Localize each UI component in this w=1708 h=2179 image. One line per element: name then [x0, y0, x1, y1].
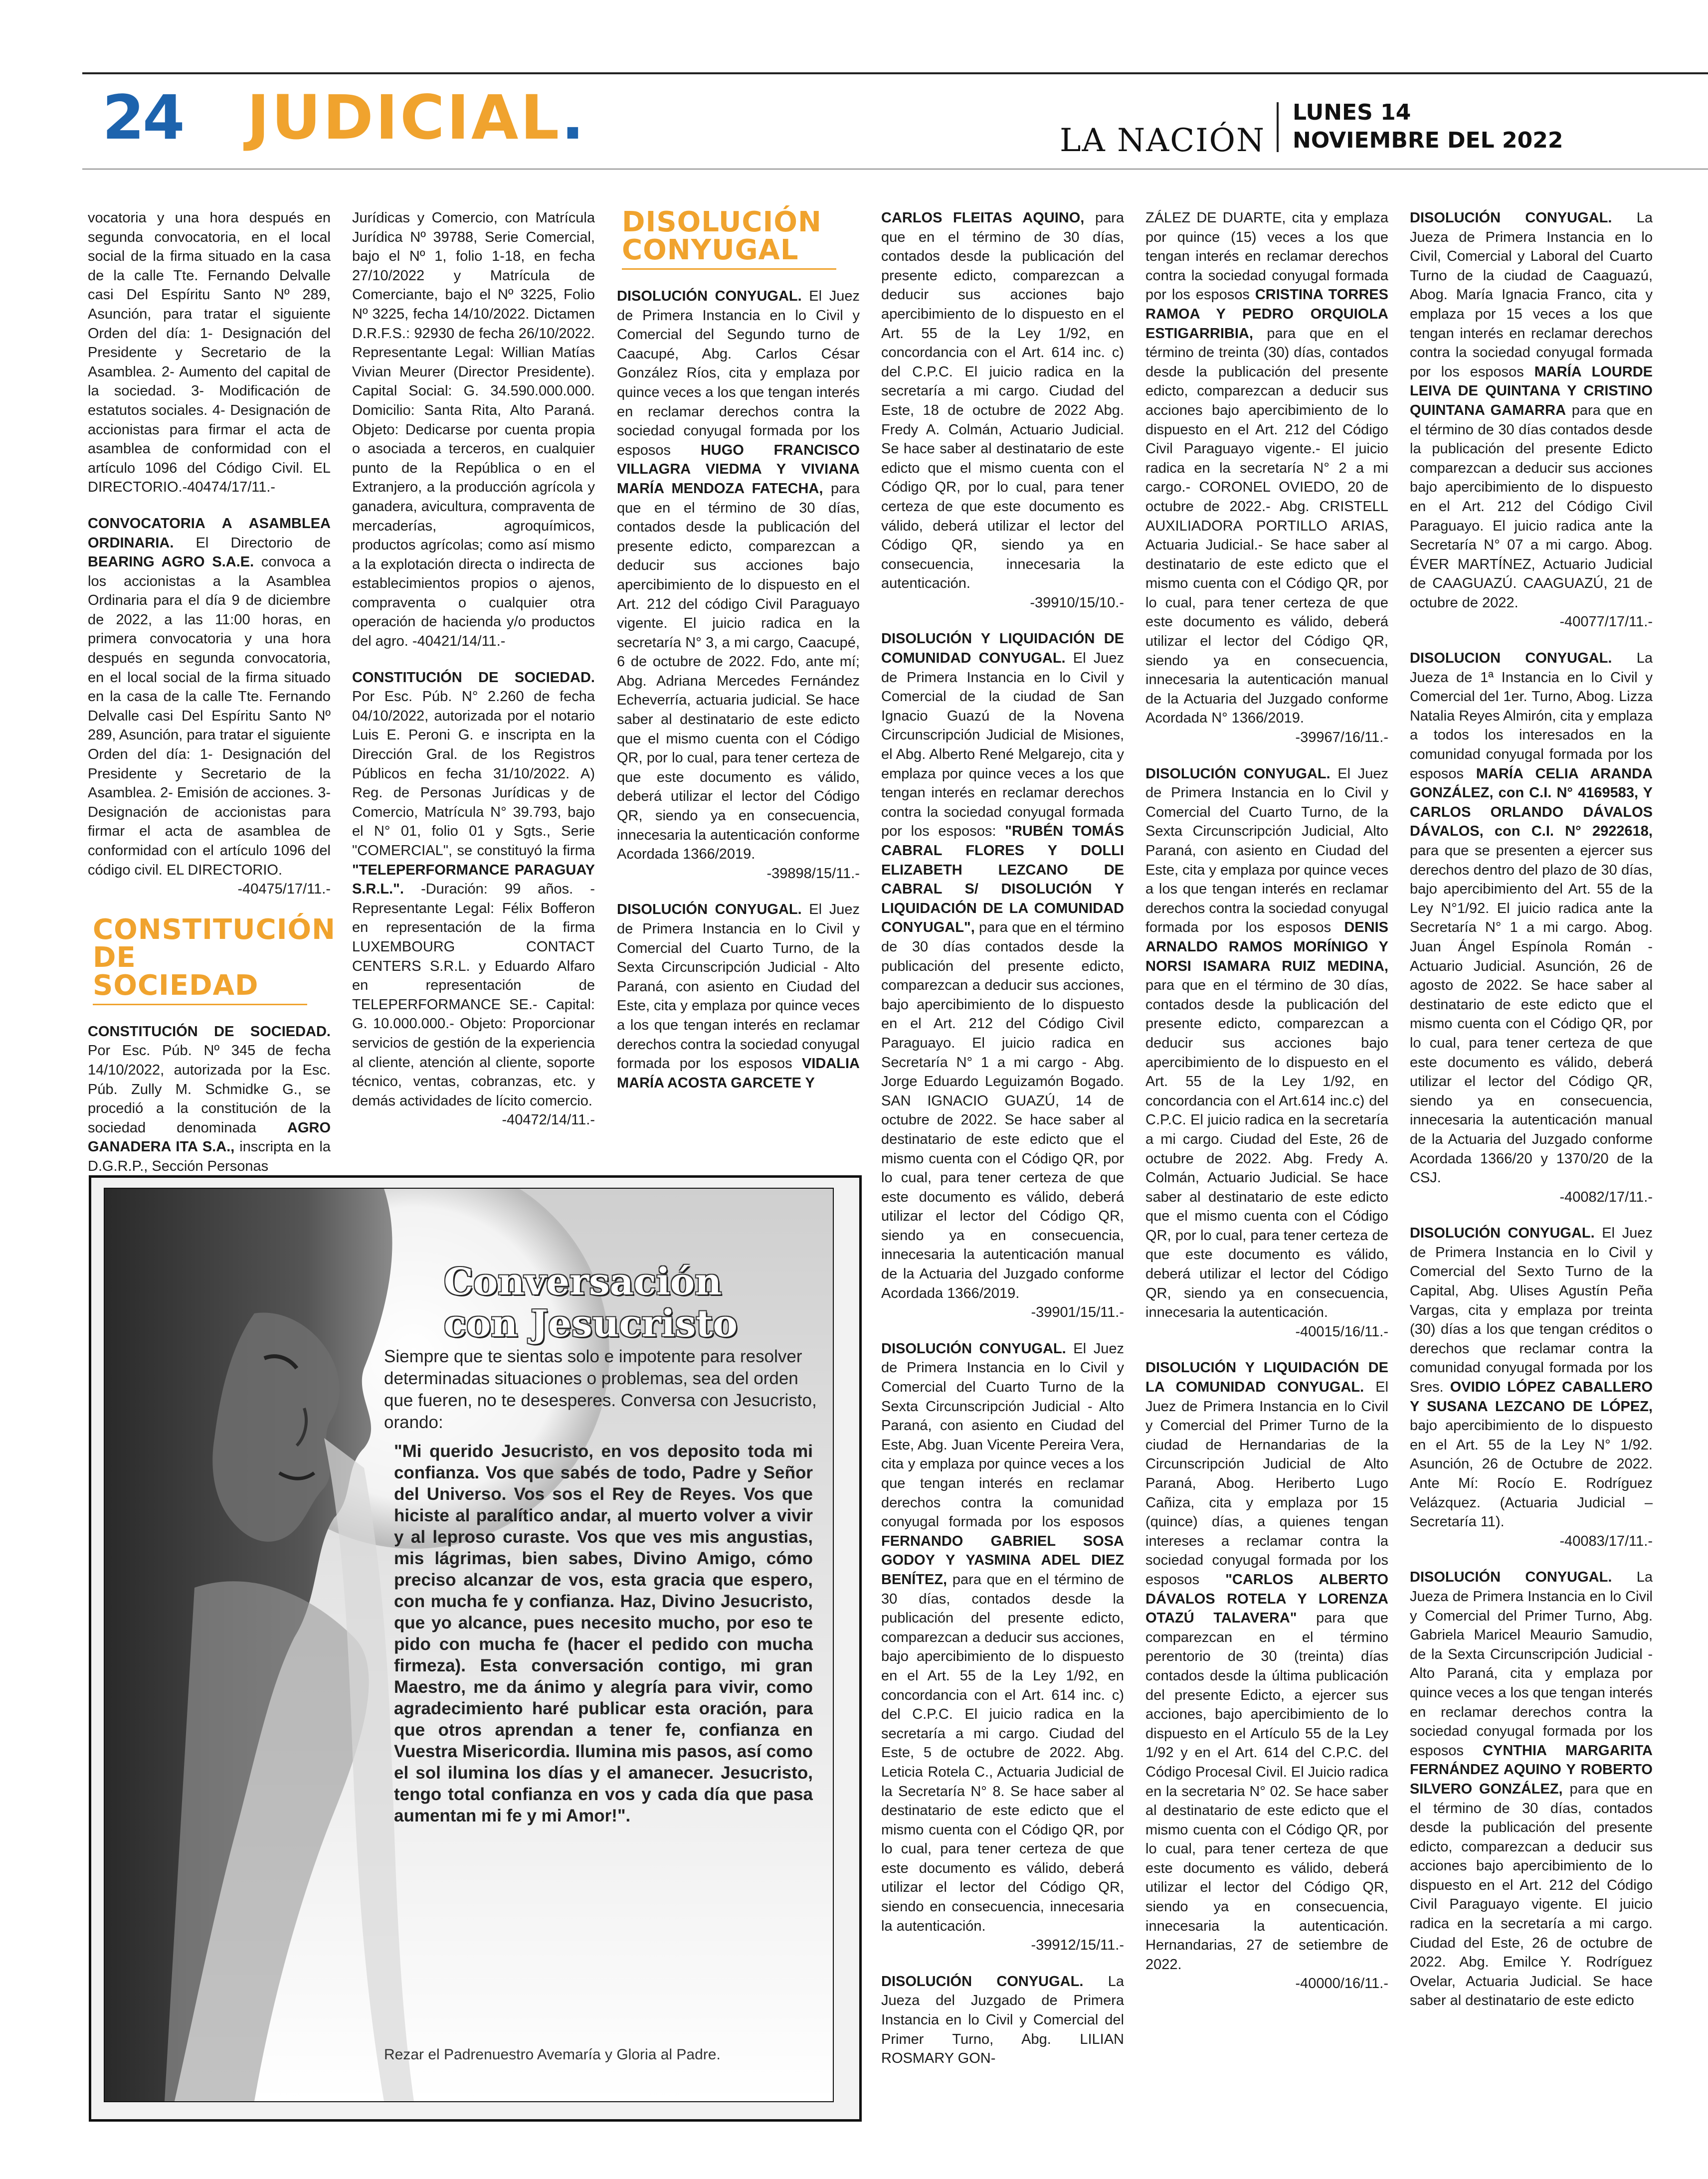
notice-text: para que comparezcan en el término perentorio de 30 (treinta) días contados desde la última publicación del presente Edicto, a ejercer sus acciones, bajo apercibimiento de lo dispuesto en el Artículo 55 de la Ley 1/92 y en el Art. 614 del C.P.C. del Código Procesal Civil. El Juicio radica en la secretaria N° 02. Se hace saber al destinatario de este edicto que el mismo cuenta con el Código QR, por lo cual, para tener certeza de que este documento es válido, deberá utilizar el lector del Código QR, siendo ya en consecuencia, innecesaria la autenticación. Hernandarias, 27 de setiembre de 2022. — [1145, 1610, 1389, 1973]
notice-disolucion — [881, 208, 1124, 612]
notice-disolucion — [617, 900, 860, 1092]
notice-text: La Jueza de Primera Instancia en lo Civil, Comercial y Laboral del Cuarto Turno de la ciudad de Caaguazú, Abog. María Ignacia Franco, cita y emplaza por 15 veces a los que tengan interés en reclamar derechos contra la sociedad conyugal formada por los esposos — [1410, 210, 1653, 380]
notice-heading: DISOLUCIÓN Y LIQUIDACIÓN DE LA COMUNIDAD CONYUGAL. — [1145, 1360, 1388, 1396]
page-number: 24 — [102, 82, 183, 153]
notice-text: bajo apercibimiento de lo dispuesto en el Art. 55 de la Ley N° 1/92. Asunción, 26 de Octubre de 2022. Ante Mí: Rocío E. Rodríguez Velázquez. (Actuaria Judicial – Secretaría 11). — [1410, 1418, 1653, 1530]
notice-text: El Juez de Primera Instancia en lo Civil y Comercial del Primer Turno de la ciudad de Hernandarias de la Circunscripción Judicial de Alto Paraná, Abog. Heriberto Lugo Cañiza, cita y emplaza por 15 (quince) días, a quienes tengan intereses a reclamar contra la sociedad conyugal formada por los esposos — [1145, 1379, 1389, 1588]
ad-title — [444, 1261, 738, 1345]
notice-text: para que en el término de treinta (30) días, contados desde la publicación del presente edicto, comparezcan a deducir sus acciones bajo apercibimiento de lo dispuesto en el Art. 212 del Código Civil Paraguayo vigente.- El juicio radica en la secretaría N° 2 a mi cargo.- CORONEL OVIEDO, 20 de octubre de 2022.- Abg. CRISTELL AUXILIADORA PORTILLO ARIAS, Actuaria Judicial.- Se hace saber al destinatario de este edicto que el mismo cuenta con el Código QR, por lo cual, para tener certeza de que este documento es válido, deberá utilizar el lector del Código QR, siendo ya en consecuencia, innecesaria la autenticación manual de la Actuaria del Juzgado conforme Acordada N° 1366/2019. — [1145, 325, 1388, 726]
notice-disolucion — [881, 1972, 1124, 2068]
prayer-ad-panel — [104, 1188, 834, 2102]
notice-names: "CARLOS ALBERTO DÁVALOS ROTELA Y LORENZA OTAZÚ TALAVERA" — [1145, 1571, 1389, 1627]
notice-names: FERNANDO GABRIEL SOSA GODOY Y YASMINA ADEL DIEZ BENÍTEZ, — [881, 1533, 1124, 1588]
column-5 — [1145, 208, 1388, 2010]
notice-names: MARÍA LOURDE LEIVA DE QUINTANA Y CRISTINO QUINTANA GAMARRA — [1410, 363, 1653, 418]
notice-names: CYNTHIA MARGARITA FERNÁNDEZ AQUINO Y ROBERTO SILVERO GONZÁLEZ, — [1410, 1742, 1653, 1797]
section-dot: . — [561, 82, 586, 153]
notice-heading: DISOLUCION CONYUGAL. — [1410, 650, 1612, 667]
notice-heading: DISOLUCIÓN CONYUGAL. — [881, 1340, 1066, 1357]
notice-text: convoca a los accionistas a la Asamblea Ordinaria para el día 9 de diciembre de 2022, a las 11:00 horas, en primera convocatoria y una hora después en segunda convocatoria, en el local social de la firma situado en la casa de la calle Tte. Fernando Delvalle casi Del Espíritu Santo Nº 289, Asunción, para tratar el siguiente Orden del día: 1- Designación del Presidente y Secretario de la Asamblea. 2- Emisión de acciones. 3- Designación de accionistas para firmar el acta de asamblea de conformidad con el artículo 1096 del código civil. EL DIRECTORIO. — [88, 554, 331, 878]
notice-names: CARLOS FLEITAS AQUINO, — [881, 210, 1085, 226]
section-heading-constitucion — [93, 913, 336, 1005]
notice-text: para que se presenten a ejercer sus derechos dentro del plazo de 30 días, bajo apercibimiento del Art. 55 de la Ley N°1/92. El juicio radica ante la Secretaría N° 1 a mi cargo. Abog. Juan Ángel Espínola Román - Actuario Judicial. Asunción, 26 de agosto de 2022. Se hace saber al destinatario de este edicto que el mismo cuenta con el Código QR, por lo cual, para tener certeza de que este documento es válido, deberá utilizar el lector del Código QR, siendo ya en consecuencia, innecesaria la autenticación manual de la Actuaria del Juzgado conforme Acordada 1366/20 y 1370/20 de la CSJ. — [1410, 843, 1653, 1186]
ad-title-line: con Jesucristo — [444, 1302, 738, 1345]
section-heading-disolucion — [622, 208, 836, 270]
notice-ref: -39912/15/11.- — [1031, 1937, 1124, 1954]
column-6 — [1410, 208, 1653, 2027]
notice-disolucion — [1410, 208, 1653, 632]
notice-heading: DISOLUCIÓN CONYUGAL. — [617, 288, 802, 304]
notice-text: El Juez de Primera Instancia en lo Civil y Comercial del Cuarto Turno, de la Sexta Circunscripción Judicial - Alto Paraná, con asiento en Ciudad del Este, cita y emplaza por quince veces a los que tengan interés en reclamar derechos contra la sociedad conyugal formada por los esposos — [617, 902, 860, 1072]
notice-text: El Juez de Primera Instancia en lo Civil y Comercial del Sexto Turno de la Capital, Abg. Ulises Agustín Peña Vargas, cita y emplaza por treinta (30) días a los que tengan créditos o derechos que reclamar contra la comunidad conyugal formada por los Sres. — [1410, 1225, 1653, 1396]
notice-company: BEARING AGRO S.A.E. — [88, 554, 254, 570]
ad-footer: Rezar el Padrenuestro Avemaría y Gloria al Padre. — [384, 2046, 721, 2063]
notice-disolucion — [1145, 1358, 1388, 1994]
section-heading-line: CONSTITUCIÓN — [93, 913, 336, 946]
header-rule — [82, 169, 1708, 170]
notice-disolucion — [1145, 208, 1388, 747]
notice-text: para que en el término de 30 días, contados desde la publicación del presente edicto, comparezcan a deducir sus acciones bajo apercibimiento de lo dispuesto en el Art. 212 del Código Civil Paraguayo vigente. El juicio radica en la secretaría a mi cargo. Ciudad del Este, 26 de octubre de 2022. Abg. Emilce Y. Rodríguez Ovelar, Actuaria Judicial. Se hace saber al destinatario de este edicto — [1410, 1781, 1653, 2009]
notice-text: vocatoria y una hora después en segunda convocatoria, en el local social de la firma situado en la casa de la calle Tte. Fernando Delvalle casi Del Espíritu Santo Nº 289, Asunción, para tratar el siguiente Orden del día: 1- Designación del Presidente y Secretario de la Asamblea. 2- Aumento del capital de la sociedad. 3- Modificación de estatutos sociales. 4- Designación de accionistas para firmar el acta de asamblea de conformidad con el artículo 1096 del Código Civil. EL DIRECTORIO.-40474/17/11.- — [88, 210, 331, 496]
notice-disolucion — [1410, 1224, 1653, 1551]
notice-text: El Juez de Primera Instancia en lo Civil y Comercial del Cuarto Turno, de la Sexta Circunscripción Judicial, Alto Paraná, con asiento en Ciudad del Este, cita y emplaza por quince veces a los que tengan interés en reclamar derechos contra la sociedad conyugal formada por los esposos — [1145, 765, 1388, 936]
notice-heading: DISOLUCIÓN CONYUGAL. — [1145, 765, 1330, 782]
notice-disolucion — [1410, 1568, 1653, 2010]
notice-company: AGRO GANADERA ITA S.A., — [88, 1119, 331, 1155]
notice-ref: -39910/15/10.- — [1030, 594, 1124, 611]
ad-intro: Siempre que te sientas solo e impotente para resolver determinadas situaciones o problemas, sea del orden que fueren, no te desesperes. Conversa con Jesucristo, orando: — [384, 1347, 817, 1432]
notice-company: "TELEPERFORMANCE PARAGUAY S.R.L.". — [352, 862, 595, 898]
notice-heading: DISOLUCIÓN CONYUGAL. — [1410, 1225, 1595, 1242]
section-title — [247, 82, 586, 153]
notice-text: ZÁLEZ DE DUARTE, cita y emplaza por quince (15) veces a los que tengan interés en reclamar derechos contra la sociedad conyugal formada por los esposos — [1145, 210, 1388, 303]
notice-text: La Jueza de 1ª Instancia en lo Civil y Comercial del 1er. Turno, Abog. Lizza Natalia Reyes Almirón, cita y emplaza a todos los interesados en la comunidad conyugal formada por los esposos — [1410, 650, 1653, 782]
notice-text: para que en el término de 30 días, contados desde la publicación del presente edicto, comparezcan a deducir sus acciones bajo apercibimiento de lo dispuesto en el Art. 55 de la Ley 1/92, en concordancia con el Art. 614 inc. c) del C.P.C. El juicio radica en la secretaría a mi cargo. Ciudad del Este, 18 de octubre de 2022 Abg. Fredy A. Colmán, Actuario Judicial. Se hace saber al destinatario de este edicto que el mismo cuenta con el Código QR, por lo cual, para tener certeza de que este documento es válido, deberá utilizar el lector del Código QR, siendo ya en consecuencia, innecesaria la autenticación. — [881, 210, 1125, 592]
notice-disolucion — [1410, 649, 1653, 1207]
issue-date — [1293, 99, 1563, 155]
notice-text: El Directorio de — [174, 535, 331, 551]
notice-ref: -40472/14/11.- — [502, 1112, 595, 1128]
notice-heading: CONVOCATORIA A ASAMBLEA ORDINARIA. — [88, 515, 331, 551]
newspaper-logo: LA NACIÓN — [1060, 122, 1265, 159]
notice-text: inscripta en la D.G.R.P., Sección Personas — [88, 1139, 331, 1174]
notice-heading: DISOLUCIÓN Y LIQUIDACIÓN DE COMUNIDAD CONYUGAL. — [881, 631, 1124, 667]
notice-disolucion — [881, 1339, 1124, 1955]
notice-disolucion — [617, 287, 860, 883]
ad-title-line: Conversación — [444, 1261, 722, 1303]
notice-ref: -40475/17/11.- — [237, 881, 331, 898]
notice-ref: -39901/15/11.- — [1031, 1304, 1124, 1321]
section-heading-line: DE SOCIEDAD — [93, 941, 259, 1002]
notice-text: para que en el término de 30 días, contados desde la publicación del presente edicto, comparezcan a deducir sus acciones bajo apercibimiento de lo dispuesto en el Art. 55 de la Ley 1/92, en concordancia con el Art.614 inc.c) del C.P.C. El juicio radica en la secretaría a mi cargo. Ciudad del Este, 26 de octubre de 2022. Abg. Fredy A. Colmán, Actuario Judicial. Se hace saber al destinatario de este edicto que el mismo cuenta con el Código QR, por lo cual, para tener certeza de que este documento es válido, deberá utilizar el lector del Código QR, siendo ya en consecuencia, innecesaria la autenticación. — [1145, 977, 1388, 1321]
issue-date-full: NOVIEMBRE DEL 2022 — [1293, 128, 1563, 153]
notice-heading: CONSTITUCIÓN DE SOCIEDAD. — [352, 669, 595, 686]
column-4 — [881, 208, 1124, 2085]
notice-constitucion — [352, 668, 595, 1130]
notice-text: El Juez de Primera Instancia en lo Civil y Comercial del Segundo turno de Caacupé, Abg. Carlos César González Ríos, cita y emplaza por quince veces a los que tengan interés en reclamar derechos contra la sociedad conyugal formada por los esposos — [617, 288, 860, 458]
notice-ref: -40000/16/11.- — [1295, 1976, 1388, 1992]
notice-names: HUGO FRANCISCO VILLAGRA VIEDMA Y VIVIANA MARÍA MENDOZA FATECHA, — [617, 442, 860, 497]
notice-heading: DISOLUCIÓN CONYUGAL. — [617, 902, 802, 918]
notice-text: para que en el término de 30 días contados desde la publicación del presente Edicto comparezcan a deducir sus acciones bajo apercibimiento de lo dispuesto en el Art. 212 del Código Civil Paraguayo. El juicio radica ante la Secretaría N° 07 a mi cargo. Abog. ÉVER MARTÍNEZ, Actuario Judicial de CAAGUAZÚ. CAAGUAZÚ, 21 de octubre de 2022. — [1410, 402, 1653, 611]
section-heading-line: DISOLUCIÓN — [622, 206, 822, 238]
notice-ref: -39967/16/11.- — [1295, 729, 1388, 746]
notice-names: DENIS ARNALDO RAMOS MORÍNIGO Y NORSI ISAMARA RUIZ MEDINA, — [1145, 919, 1388, 974]
ad-prayer: "Mi querido Jesucristo, en vos deposito toda mi confianza. Vos que sabés de todo, Padre y Señor del Universo. Vos sos el Rey de Reyes. Vos que hiciste al paralítico andar, al muerto volver a vivir y al leproso curaste. Vos que ves mis angustias, mis lágrimas, bien sabes, Divino Amigo, cómo preciso alcanzar de vos, esta gracia que espero, con mucha fe y confianza. Haz, Divino Jesucristo, que yo alcance, pues necesito mucho, por eso te pido con mucha fe (hacer el pedido con mucha firmeza). Esta conversación contigo, mi gran Maestro, me da ánimo y alegría para vivir, como agradecimiento haré publicar esta oración, para que otros aprendan a tener fe, confianza en Vuestra Misericordia. Ilumina mis pasos, así como el sol ilumina los días y el amanecer. Jesucristo, tengo total confianza en vos y cada día que pasa aumentan mi fe y mi Amor!". — [394, 1442, 813, 1825]
notice-ref: -40083/17/11.- — [1559, 1533, 1653, 1549]
section-name: JUDICIAL — [247, 82, 562, 153]
notice-text: para que en el término de 30 días, contados desde la publicación del presente edicto, comparezcan a deducir sus acciones, bajo apercibimiento de lo dispuesto en el Art. 55 de la Ley 1/92, en concordancia con el Art. 614 inc. c) del C.P.C. El juicio radica en la secretaría a mi cargo. Ciudad del Este, 5 de octubre de 2022. Abg. Leticia Rotela C., Actuaria Judicial de la Secretaría N° 8. Se hace saber al destinatario de este edicto que el mismo cuenta con el Código QR, por lo cual, para tener certeza de que este documento es válido, deberá utilizar el lector del Código QR, siendo en consecuencia, innecesaria la autenticación. — [881, 1571, 1124, 1934]
notice-text: La Jueza de Primera Instancia en lo Civil y Comercial del Primer Turno, Abg. Gabriela Maricel Meaurio Samudio, de la Sexta Circunscripción Judicial - Alto Paraná, cita y emplaza por quince veces a los que tengan interés en reclamar derechos contra la sociedad conyugal formada por los esposos — [1410, 1569, 1653, 1759]
notice-text: La Jueza del Juzgado de Primera Instancia en lo Civil y Comercial del Primer Turno, Abg. LILIAN ROSMARY GON- — [881, 1973, 1124, 2067]
notice-ref: -40015/16/11.- — [1295, 1323, 1388, 1340]
notice-text: Por Esc. Púb. Nº 345 de fecha 14/10/2022, autorizada por la Esc. Púb. Zully M. Schmidke G., se procedió a la constitución de la sociedad denominada — [88, 1043, 331, 1136]
section-heading-line: CONYUGAL — [622, 234, 799, 266]
notice-heading: DISOLUCIÓN CONYUGAL. — [881, 1973, 1084, 1990]
notice-ref: -40082/17/11.- — [1559, 1189, 1653, 1205]
prayer-ad — [89, 1175, 862, 2122]
notice-names: CRISTINA TORRES RAMOA Y PEDRO ORQUIOLA ESTIGARRIBIA, — [1145, 287, 1388, 342]
notice-constitucion — [88, 1022, 331, 1176]
notice-convocatoria — [88, 514, 331, 899]
notice-names: MARÍA CELIA ARANDA GONZÁLEZ, con C.I. N° 4169583, Y CARLOS ORLANDO DÁVALOS DÁVALOS, con C.I. N° 2922618, — [1410, 765, 1653, 840]
notice-text: El Juez de Primera Instancia en lo Civil y Comercial del Cuarto Turno de la Sexta Circunscripción Judicial - Alto Paraná, con asiento en Ciudad del Este, Abg. Juan Vicente Pereira Vera, cita y emplaza por quince veces a los que tengan interés en reclamar derechos contra la comunidad conyugal formada por los esposos — [881, 1340, 1124, 1530]
notice-text: Jurídicas y Comercio, con Matrícula Jurídica Nº 39788, Serie Comercial, bajo el Nº 1, folio 1-18, en fecha 27/10/2022 y Matrícula de Comerciante, bajo el Nº 3225, Folio Nº 3225, fecha 14/10/2022. Dictamen D.R.F.S.: 92930 de fecha 26/10/2022. Representante Legal: Willian Matías Vivian Meurer (Director Presidente). Capital Social: G. 34.590.000.000. Domicilio: Santa Rita, Alto Paraná. Objeto: Dedicarse por cuenta propia o asociada a terceros, en cualquier punto de la República o en el Extranjero, a la producción agrícola y ganadera, avicultura, compraventa de mercaderías, agroquímicos, productos agrícolas; como así mismo a la explotación directa o indirecta de establecimientos propios o ajenos, compraventa o cualquier otra operación de hacienda y/o productos del agro. -40421/14/11.- — [352, 210, 595, 650]
notice-ref: -39898/15/11.- — [766, 865, 860, 882]
notice-names: "RUBÉN TOMÁS CABRAL FLORES Y DOLLI ELIZABETH LEZCANO DE CABRAL S/ DISOLUCIÓN Y LIQUIDACIÓN DE LA COMUNIDAD CONYUGAL", — [881, 823, 1124, 936]
column-1 — [88, 208, 336, 1193]
notice-ref: -40077/17/11.- — [1559, 614, 1653, 630]
top-rule — [82, 72, 1708, 74]
notice-text: para que en el término de 30 días, contados desde la publicación del presente edicto, comparezcan a deducir sus acciones bajo apercibimiento de lo dispuesto en el Art. 212 del código Civil Paraguayo vigente. El juicio radica en la secretaría N° 3, a mi cargo, Caacupé, 6 de octubre de 2022. Fdo, ante mí; Abg. Adriana Mercedes Fernández Echeverría, actuaria judicial. Se hace saber al destinatario de este edicto que el mismo cuenta con el Código QR, por lo cual, para tener certeza de que este documento es válido, deberá utilizar el lector del Código QR, siendo ya en consecuencia, innecesaria la autenticación conforme Acordada 1366/2019. — [617, 480, 860, 863]
notice-heading: CONSTITUCIÓN DE SOCIEDAD. — [88, 1023, 331, 1040]
notice-heading: DISOLUCIÓN CONYUGAL. — [1410, 210, 1612, 226]
notice-names: OVIDIO LÓPEZ CABALLERO Y SUSANA LEZCANO DE LÓPEZ, — [1410, 1379, 1653, 1415]
notice-disolucion — [1145, 764, 1388, 1342]
header-divider — [1277, 102, 1279, 152]
notice-text: -Duración: 99 años. -Representante Legal: Félix Bofferon en representación de la firma LUXEMBOURG CONTACT CENTERS S.R.L. y Eduardo Alfaro en representación de TELEPERFORMANCE SE.- Capital: G. 10.000.000.- Objeto: Proporcionar servicios de gestión de la experiencia al cliente, atención al cliente, soporte técnico, ventas, cobranzas, etc. y demás actividades de lícito comercio. — [352, 881, 595, 1109]
notice-disolucion — [881, 629, 1124, 1322]
notice-text: Por Esc. Púb. N° 2.260 de fecha 04/10/2022, autorizada por el notario Luis E. Peroni G. e inscripta en la Dirección Gral. de los Registros Públicos en fecha 31/10/2022. A) Reg. de Personas Jurídicas y de Comercio, Matrícula N° 39.793, bajo el N° 01, folio 01 y Sgts., Serie "COMERCIAL", se constituyó la firma — [352, 689, 595, 859]
column-2 — [352, 208, 595, 1147]
notice-heading: DISOLUCIÓN CONYUGAL. — [1410, 1569, 1612, 1586]
column-3 — [617, 208, 860, 1109]
notice-text: El Juez de Primera Instancia en lo Civil y Comercial de la ciudad de San Ignacio Guazú de la Novena Circunscripción Judicial de Misiones, el Abg. Alberto René Melgarejo, cita y emplaza por quince veces a los que tengan interés en reclamar derechos contra la sociedad conyugal formada por los esposos: — [881, 650, 1124, 840]
notice-names: VIDALIA MARÍA ACOSTA GARCETE Y — [617, 1056, 860, 1091]
notice-text: para que en el término de 30 días contados desde la publicación del presente edicto, comparezcan a deducir sus acciones, bajo apercibimiento de lo dispuesto en el Art. 212 del Código Civil Paraguayo. El juicio radica en Secretaría N° 1 a mi cargo - Abg. Jorge Eduardo Leguizamón Bogado. SAN IGNACIO GUAZÚ, 14 de octubre de 2022. Se hace saber al destinatario de este edicto que el mismo cuenta con el Código QR, por lo cual, para tener certeza de que este documento es válido, deberá utilizar el lector del Código QR, siendo ya en consecuencia, innecesaria la autenticación manual de la Actuaria del Juzgado conforme Acordada 1366/2019. — [881, 919, 1124, 1301]
issue-date-day: LUNES 14 — [1293, 100, 1411, 125]
